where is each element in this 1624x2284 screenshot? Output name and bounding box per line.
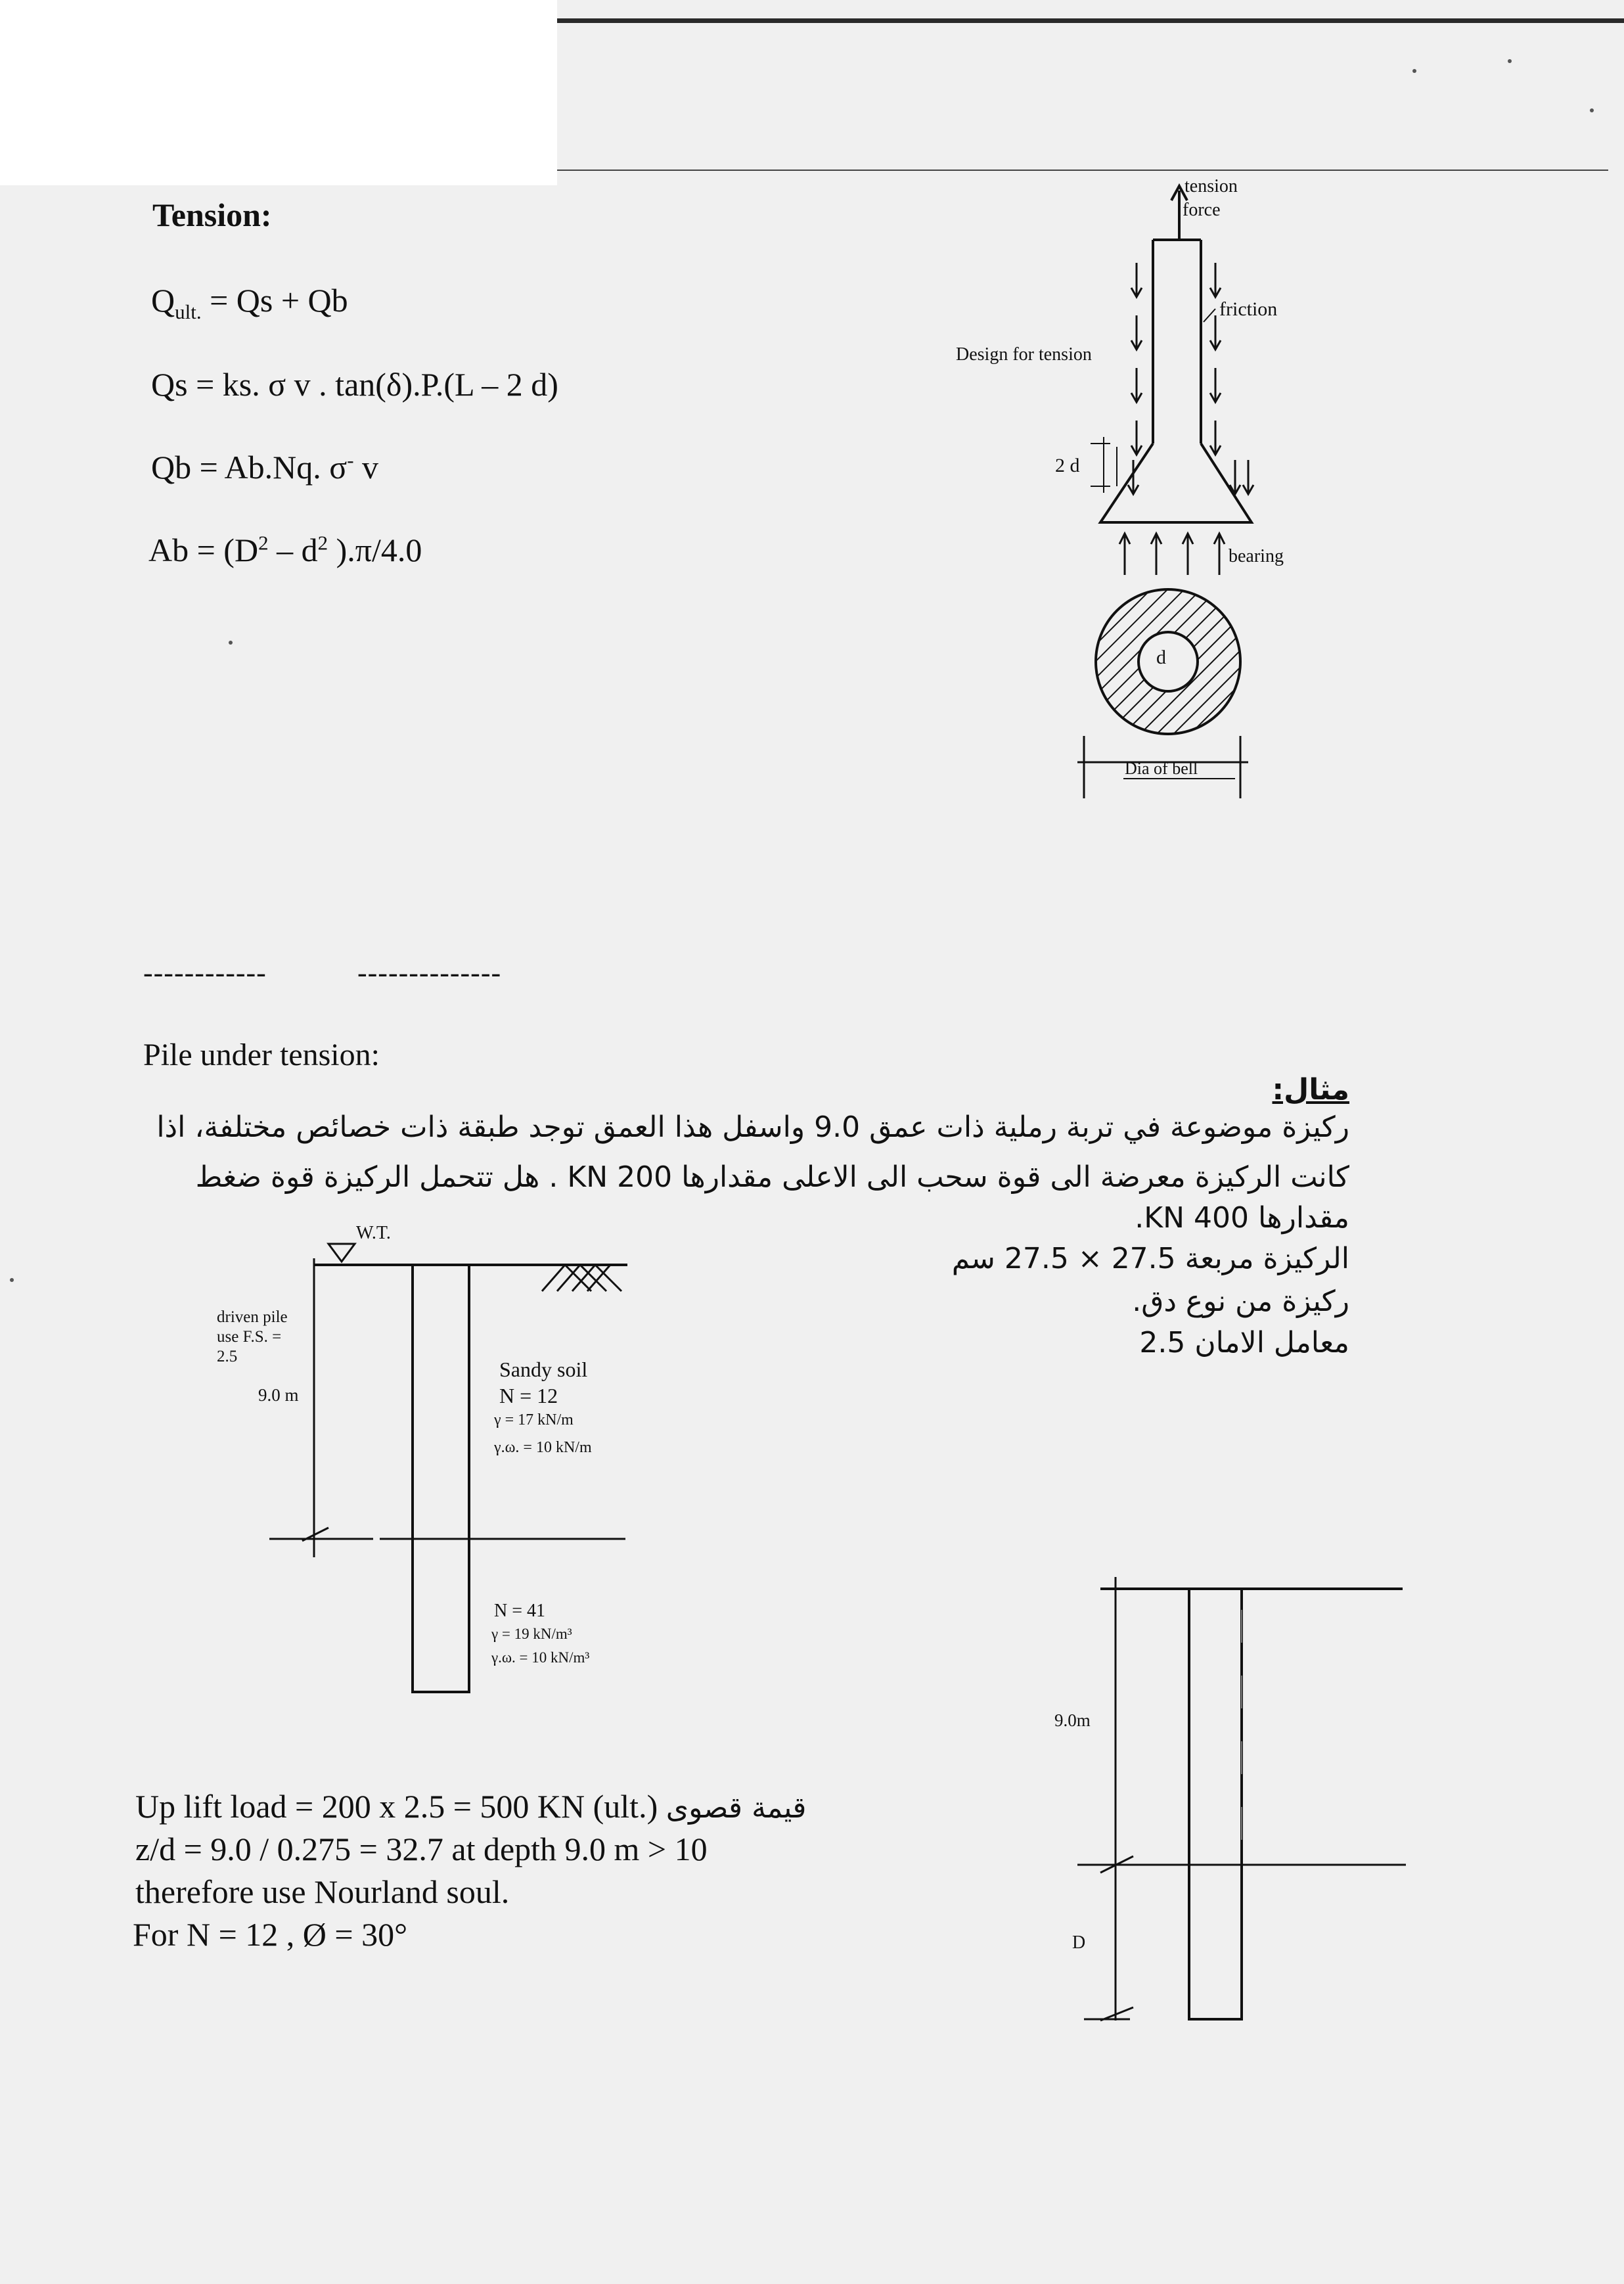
example-line-6: معامل الامان 2.5: [1139, 1326, 1349, 1359]
eq-qult-rhs: = Qs + Qb: [201, 282, 348, 319]
example-line-5: ركيزة من نوع دق.: [1132, 1285, 1349, 1318]
label-right-depth-9m: 9.0m: [1054, 1710, 1091, 1730]
pile-under-tension-heading: Pile under tension:: [143, 1038, 380, 1072]
eq-ab-sup2: 2: [317, 531, 328, 555]
label-tension: tension: [1184, 176, 1238, 196]
bell-plan-shaft: [1139, 632, 1198, 691]
bearing-arrows: [1119, 534, 1225, 575]
separator-left: ------------: [143, 957, 267, 989]
label-design-for-tension: Design for tension: [956, 344, 1092, 365]
tension-heading: Tension:: [152, 196, 272, 233]
eq-qb-sup: -: [347, 448, 354, 472]
label-n-lower: N = 41: [494, 1601, 546, 1621]
right-pile-diagram: [1077, 1577, 1406, 2021]
example-line-2: كانت الركيزة معرضة الى قوة سحب الى الاعلى مقدارها 200 KN . هل تتحمل الركيزة قوة ضغط: [195, 1160, 1349, 1194]
eq-qb-main: Qb = Ab.Nq. σ: [151, 449, 348, 486]
label-gamma-lower: γ = 19 kN/m³: [491, 1626, 572, 1642]
soil-hatch-symbol: [542, 1265, 621, 1291]
separator-right: --------------: [357, 957, 502, 989]
eq-qb-tail: v: [353, 449, 379, 486]
friction-arrows: [1128, 263, 1253, 494]
label-friction: friction: [1219, 298, 1278, 320]
calc-line-1-text: Up lift load = 200 x 2.5 = 500 KN (ult.): [135, 1788, 658, 1825]
example-line-3: مقدارها 400 KN.: [1135, 1201, 1349, 1235]
eq-qult-sub: ult.: [175, 300, 202, 323]
square-pile: [413, 1265, 469, 1692]
label-wt: W.T.: [356, 1223, 391, 1243]
label-sandy-soil: Sandy soil: [499, 1358, 588, 1381]
calc-line-1-arabic: قيمة قصوى: [665, 1791, 807, 1825]
label-driven-pile: driven pile: [217, 1308, 288, 1326]
calc-line-3: therefore use Nourland soul.: [135, 1873, 510, 1910]
eq-ab-b: – d: [268, 532, 318, 568]
label-2d: 2 d: [1055, 455, 1080, 476]
label-depth-9m: 9.0 m: [258, 1385, 299, 1405]
label-gamma-w-upper: γ.ω. = 10 kN/m: [494, 1439, 592, 1456]
label-gamma-upper: γ = 17 kN/m: [494, 1411, 574, 1428]
label-right-d: D: [1072, 1932, 1086, 1953]
label-dia-of-bell: Dia of bell: [1125, 759, 1198, 778]
label-force: force: [1183, 200, 1221, 220]
label-fs-value: 2.5: [217, 1348, 238, 1365]
pile-bell: [1100, 444, 1252, 522]
label-n-upper: N = 12: [499, 1384, 558, 1407]
calc-line-2: z/d = 9.0 / 0.275 = 32.7 at depth 9.0 m > 10: [135, 1831, 708, 1867]
eq-ab-sup1: 2: [258, 531, 269, 555]
label-d: d: [1156, 647, 1166, 668]
label-bearing: bearing: [1229, 546, 1284, 566]
label-use-fs: use F.S. =: [217, 1328, 282, 1346]
water-table-symbol: [328, 1244, 355, 1262]
eq-qult-lhs: Q: [151, 282, 175, 319]
calc-line-4: For N = 12 , Ø = 30°: [133, 1916, 408, 1953]
example-line-4: الركيزة مربعة 27.5 × 27.5 سم: [951, 1242, 1349, 1275]
label-gamma-w-lower: γ.ω. = 10 kN/m³: [491, 1649, 590, 1666]
soil-pile-diagram: [269, 1244, 627, 1692]
example-line-1: ركيزة موضوعة في تربة رملية ذات عمق 9.0 واسفل هذا العمق توجد طبقة ذات خصائص مختلفة، اذا: [156, 1110, 1349, 1144]
pile-right: [1189, 1589, 1242, 2019]
equation-qs: Qs = ks. σ v . tan(δ).P.(L – 2 d): [151, 366, 558, 403]
example-title: مثال:: [1272, 1073, 1349, 1107]
eq-ab-a: Ab = (D: [148, 532, 259, 568]
bell-pile-diagram: [1077, 186, 1253, 798]
eq-ab-c: ).π/4.0: [328, 532, 422, 568]
